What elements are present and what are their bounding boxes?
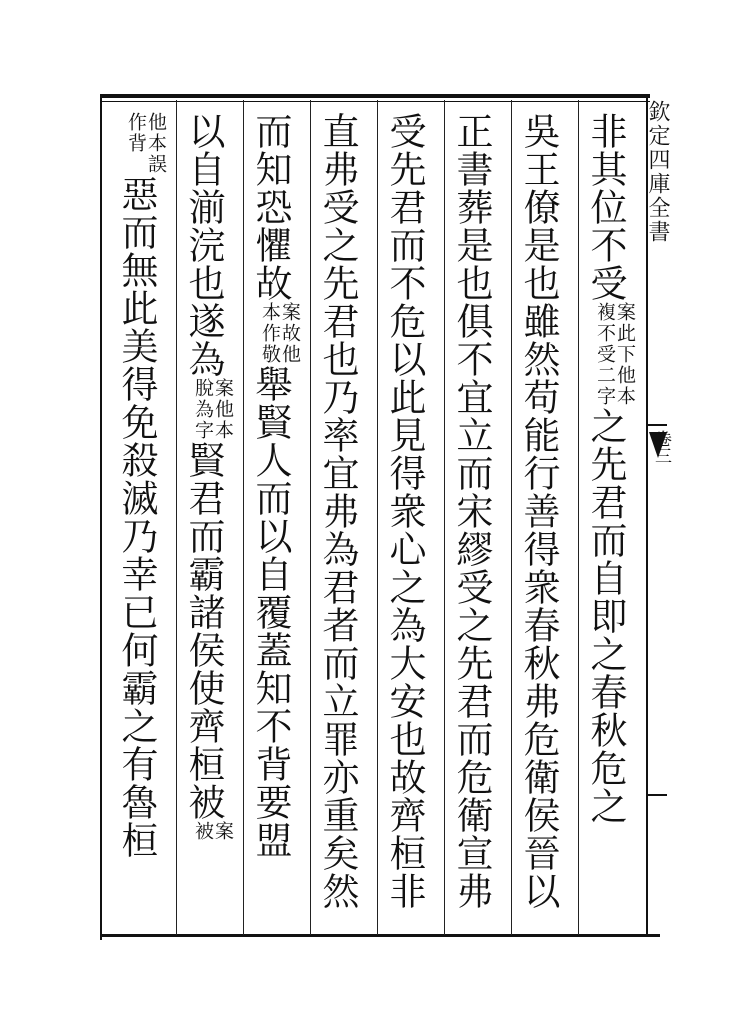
main-text: 而知恐懼故 [249,112,292,302]
main-text: 以自湔浣也遂為 [182,112,225,378]
column-divider [444,100,445,935]
column-divider [377,100,378,935]
note-line-right: 案此下他本 [614,302,636,407]
text-column [317,112,357,932]
note-line-right: 案 [212,821,234,842]
note-line-right: 案故他 [279,302,301,365]
text-column [183,112,233,932]
commentary-note [126,112,166,175]
note-line-left: 複不受二字 [594,302,616,407]
note-line-left: 作背 [125,112,147,154]
frame-left-border [100,94,102,940]
main-text: 賢君而霸諸侯使齊桓被 [182,441,225,821]
main-text: 吳王僚是也雖然苟能行善得衆春秋弗危衛侯晉以 [517,112,560,910]
column-divider [243,100,244,935]
main-text: 受先君而不危以此見得衆心之為大安也故齊桓非 [383,112,426,910]
main-text: 直弗受之先君也乃率宜弗為君者而立罪亦重矣然 [316,112,359,910]
commentary-note [193,378,233,441]
frame-top-inner-border [100,101,650,102]
column-divider [578,100,579,935]
margin-book-title: 欽定四庫全書 [645,100,670,244]
note-line-left: 被 [192,821,214,842]
text-column [250,112,300,932]
main-text: 正書葬是也俱不宜立而宋繆受之先君而危衛宣弗 [450,112,493,910]
column-divider [176,100,177,935]
column-divider [310,100,311,935]
commentary-note [260,302,300,365]
text-column [451,112,491,932]
commentary-note [193,821,233,842]
note-line-left: 本作敬 [259,302,281,365]
main-text: 舉賢人而以自覆蓋知不背要盟 [249,365,292,859]
column-divider [511,100,512,935]
note-line-right: 他本誤 [145,112,167,175]
note-line-right: 案他本 [212,378,234,441]
text-column [116,112,166,932]
main-text: 惡而無此美得免殺滅乃幸已何霸之有魯桓 [115,175,158,859]
frame-top-border [100,94,650,98]
main-text: 非其位不受 [584,112,627,302]
text-column [518,112,558,932]
main-text: 之先君而自即之春秋危之 [584,407,627,825]
commentary-note [595,302,635,407]
note-line-left: 脫為字 [192,378,214,441]
text-column [585,112,635,932]
margin-volume-label: 卷三 [651,430,671,464]
frame-bottom-border [100,934,660,937]
text-column [384,112,424,932]
